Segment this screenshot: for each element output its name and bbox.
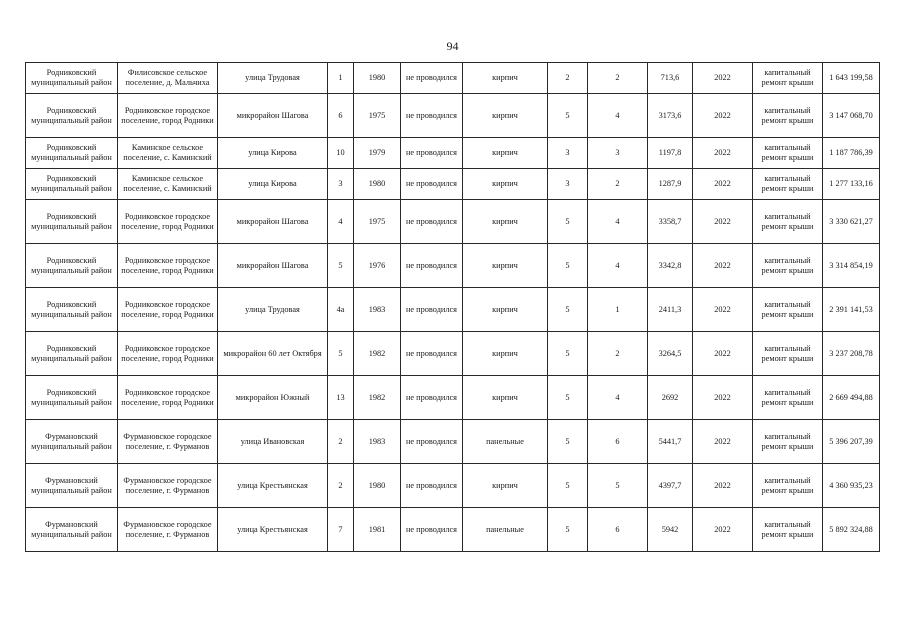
street-cell: микрорайон 60 лет Октября [218, 332, 328, 376]
planned-year-cell: 2022 [693, 464, 753, 508]
house-cell: 10 [328, 138, 354, 169]
street-cell: улица Крестьянская [218, 508, 328, 552]
cost-cell: 1 187 786,39 [823, 138, 880, 169]
street-cell: улица Кирова [218, 169, 328, 200]
table-row [26, 288, 880, 332]
work-type-cell: капитальный ремонт крыши [753, 63, 823, 94]
cost-cell: 3 237 208,78 [823, 332, 880, 376]
municipality-cell: Родниковский муниципальный район [26, 200, 118, 244]
table-row [26, 200, 880, 244]
last-repair-cell: не проводился [401, 376, 463, 420]
street-cell: улица Трудовая [218, 63, 328, 94]
wall-material-cell: панельные [463, 508, 548, 552]
year-built-cell: 1983 [354, 420, 401, 464]
cost-cell: 3 147 068,70 [823, 94, 880, 138]
last-repair-cell: не проводился [401, 200, 463, 244]
year-built-cell: 1979 [354, 138, 401, 169]
wall-material-cell: кирпич [463, 63, 548, 94]
house-cell: 4а [328, 288, 354, 332]
street-cell: микрорайон Шагова [218, 94, 328, 138]
area-cell: 1287,9 [648, 169, 693, 200]
municipality-cell: Родниковский муниципальный район [26, 63, 118, 94]
floors-cell: 3 [548, 138, 588, 169]
floors-cell: 5 [548, 464, 588, 508]
municipality-cell: Родниковский муниципальный район [26, 332, 118, 376]
last-repair-cell: не проводился [401, 244, 463, 288]
house-cell: 6 [328, 94, 354, 138]
house-cell: 5 [328, 332, 354, 376]
municipality-cell: Родниковский муниципальный район [26, 94, 118, 138]
table-row [26, 332, 880, 376]
entrances-cell: 4 [588, 376, 648, 420]
work-type-cell: капитальный ремонт крыши [753, 420, 823, 464]
planned-year-cell: 2022 [693, 288, 753, 332]
last-repair-cell: не проводился [401, 420, 463, 464]
work-type-cell: капитальный ремонт крыши [753, 376, 823, 420]
house-cell: 5 [328, 244, 354, 288]
entrances-cell: 2 [588, 332, 648, 376]
cost-cell: 2 669 494,88 [823, 376, 880, 420]
area-cell: 1197,8 [648, 138, 693, 169]
municipality-cell: Фурмановский муниципальный район [26, 420, 118, 464]
wall-material-cell: кирпич [463, 244, 548, 288]
floors-cell: 5 [548, 94, 588, 138]
entrances-cell: 4 [588, 244, 648, 288]
entrances-cell: 1 [588, 288, 648, 332]
wall-material-cell: панельные [463, 420, 548, 464]
year-built-cell: 1982 [354, 376, 401, 420]
cost-cell: 1 643 199,58 [823, 63, 880, 94]
cost-cell: 2 391 141,53 [823, 288, 880, 332]
floors-cell: 5 [548, 244, 588, 288]
work-type-cell: капитальный ремонт крыши [753, 94, 823, 138]
area-cell: 2692 [648, 376, 693, 420]
year-built-cell: 1975 [354, 200, 401, 244]
entrances-cell: 2 [588, 169, 648, 200]
settlement-cell: Каминское сельское поселение, с. Каминский [118, 169, 218, 200]
planned-year-cell: 2022 [693, 63, 753, 94]
table-row [26, 244, 880, 288]
area-cell: 5441,7 [648, 420, 693, 464]
cost-cell: 1 277 133,16 [823, 169, 880, 200]
entrances-cell: 6 [588, 420, 648, 464]
settlement-cell: Родниковское городское поселение, город Родники [118, 244, 218, 288]
year-built-cell: 1981 [354, 508, 401, 552]
floors-cell: 3 [548, 169, 588, 200]
table-row [26, 138, 880, 169]
work-type-cell: капитальный ремонт крыши [753, 169, 823, 200]
house-cell: 1 [328, 63, 354, 94]
street-cell: микрорайон Шагова [218, 200, 328, 244]
area-cell: 3342,8 [648, 244, 693, 288]
floors-cell: 5 [548, 200, 588, 244]
wall-material-cell: кирпич [463, 94, 548, 138]
planned-year-cell: 2022 [693, 200, 753, 244]
work-type-cell: капитальный ремонт крыши [753, 464, 823, 508]
settlement-cell: Родниковское городское поселение, город Родники [118, 376, 218, 420]
floors-cell: 2 [548, 63, 588, 94]
year-built-cell: 1980 [354, 63, 401, 94]
wall-material-cell: кирпич [463, 200, 548, 244]
planned-year-cell: 2022 [693, 138, 753, 169]
area-cell: 2411,3 [648, 288, 693, 332]
planned-year-cell: 2022 [693, 376, 753, 420]
last-repair-cell: не проводился [401, 332, 463, 376]
house-cell: 2 [328, 464, 354, 508]
settlement-cell: Фурмановское городское поселение, г. Фурманов [118, 464, 218, 508]
house-cell: 13 [328, 376, 354, 420]
street-cell: улица Ивановская [218, 420, 328, 464]
entrances-cell: 4 [588, 94, 648, 138]
planned-year-cell: 2022 [693, 420, 753, 464]
street-cell: микрорайон Шагова [218, 244, 328, 288]
area-cell: 713,6 [648, 63, 693, 94]
settlement-cell: Каминское сельское поселение, с. Каминский [118, 138, 218, 169]
house-cell: 4 [328, 200, 354, 244]
entrances-cell: 6 [588, 508, 648, 552]
table-row [26, 63, 880, 94]
year-built-cell: 1983 [354, 288, 401, 332]
floors-cell: 5 [548, 508, 588, 552]
planned-year-cell: 2022 [693, 508, 753, 552]
year-built-cell: 1982 [354, 332, 401, 376]
area-cell: 3264,5 [648, 332, 693, 376]
area-cell: 5942 [648, 508, 693, 552]
settlement-cell: Родниковское городское поселение, город Родники [118, 332, 218, 376]
settlement-cell: Родниковское городское поселение, город Родники [118, 94, 218, 138]
table-body [26, 63, 880, 552]
street-cell: улица Кирова [218, 138, 328, 169]
settlement-cell: Филисовское сельское поселение, д. Мальчиха [118, 63, 218, 94]
floors-cell: 5 [548, 332, 588, 376]
work-type-cell: капитальный ремонт крыши [753, 200, 823, 244]
table-row [26, 169, 880, 200]
entrances-cell: 2 [588, 63, 648, 94]
last-repair-cell: не проводился [401, 94, 463, 138]
page-number: 94 [446, 39, 459, 53]
last-repair-cell: не проводился [401, 508, 463, 552]
settlement-cell: Родниковское городское поселение, город Родники [118, 288, 218, 332]
cost-cell: 4 360 935,23 [823, 464, 880, 508]
wall-material-cell: кирпич [463, 288, 548, 332]
housing-repair-table [25, 62, 880, 552]
municipality-cell: Фурмановский муниципальный район [26, 464, 118, 508]
house-cell: 7 [328, 508, 354, 552]
cost-cell: 5 892 324,88 [823, 508, 880, 552]
municipality-cell: Фурмановский муниципальный район [26, 508, 118, 552]
last-repair-cell: не проводился [401, 288, 463, 332]
table-row [26, 376, 880, 420]
house-cell: 3 [328, 169, 354, 200]
wall-material-cell: кирпич [463, 138, 548, 169]
planned-year-cell: 2022 [693, 244, 753, 288]
work-type-cell: капитальный ремонт крыши [753, 332, 823, 376]
street-cell: улица Крестьянская [218, 464, 328, 508]
entrances-cell: 3 [588, 138, 648, 169]
area-cell: 4397,7 [648, 464, 693, 508]
work-type-cell: капитальный ремонт крыши [753, 138, 823, 169]
municipality-cell: Родниковский муниципальный район [26, 169, 118, 200]
planned-year-cell: 2022 [693, 332, 753, 376]
cost-cell: 3 314 854,19 [823, 244, 880, 288]
entrances-cell: 5 [588, 464, 648, 508]
area-cell: 3173,6 [648, 94, 693, 138]
last-repair-cell: не проводился [401, 138, 463, 169]
table-row [26, 94, 880, 138]
wall-material-cell: кирпич [463, 464, 548, 508]
wall-material-cell: кирпич [463, 169, 548, 200]
year-built-cell: 1976 [354, 244, 401, 288]
wall-material-cell: кирпич [463, 376, 548, 420]
municipality-cell: Родниковский муниципальный район [26, 376, 118, 420]
last-repair-cell: не проводился [401, 169, 463, 200]
work-type-cell: капитальный ремонт крыши [753, 508, 823, 552]
year-built-cell: 1980 [354, 169, 401, 200]
year-built-cell: 1975 [354, 94, 401, 138]
municipality-cell: Родниковский муниципальный район [26, 244, 118, 288]
planned-year-cell: 2022 [693, 94, 753, 138]
street-cell: улица Трудовая [218, 288, 328, 332]
floors-cell: 5 [548, 376, 588, 420]
settlement-cell: Фурмановское городское поселение, г. Фурманов [118, 420, 218, 464]
year-built-cell: 1980 [354, 464, 401, 508]
municipality-cell: Родниковский муниципальный район [26, 288, 118, 332]
last-repair-cell: не проводился [401, 63, 463, 94]
entrances-cell: 4 [588, 200, 648, 244]
house-cell: 2 [328, 420, 354, 464]
wall-material-cell: кирпич [463, 332, 548, 376]
work-type-cell: капитальный ремонт крыши [753, 244, 823, 288]
municipality-cell: Родниковский муниципальный район [26, 138, 118, 169]
floors-cell: 5 [548, 288, 588, 332]
floors-cell: 5 [548, 420, 588, 464]
street-cell: микрорайон Южный [218, 376, 328, 420]
area-cell: 3358,7 [648, 200, 693, 244]
planned-year-cell: 2022 [693, 169, 753, 200]
last-repair-cell: не проводился [401, 464, 463, 508]
table-row [26, 464, 880, 508]
table-row [26, 508, 880, 552]
table-row [26, 420, 880, 464]
settlement-cell: Родниковское городское поселение, город Родники [118, 200, 218, 244]
work-type-cell: капитальный ремонт крыши [753, 288, 823, 332]
cost-cell: 5 396 207,39 [823, 420, 880, 464]
cost-cell: 3 330 621,27 [823, 200, 880, 244]
settlement-cell: Фурмановское городское поселение, г. Фурманов [118, 508, 218, 552]
